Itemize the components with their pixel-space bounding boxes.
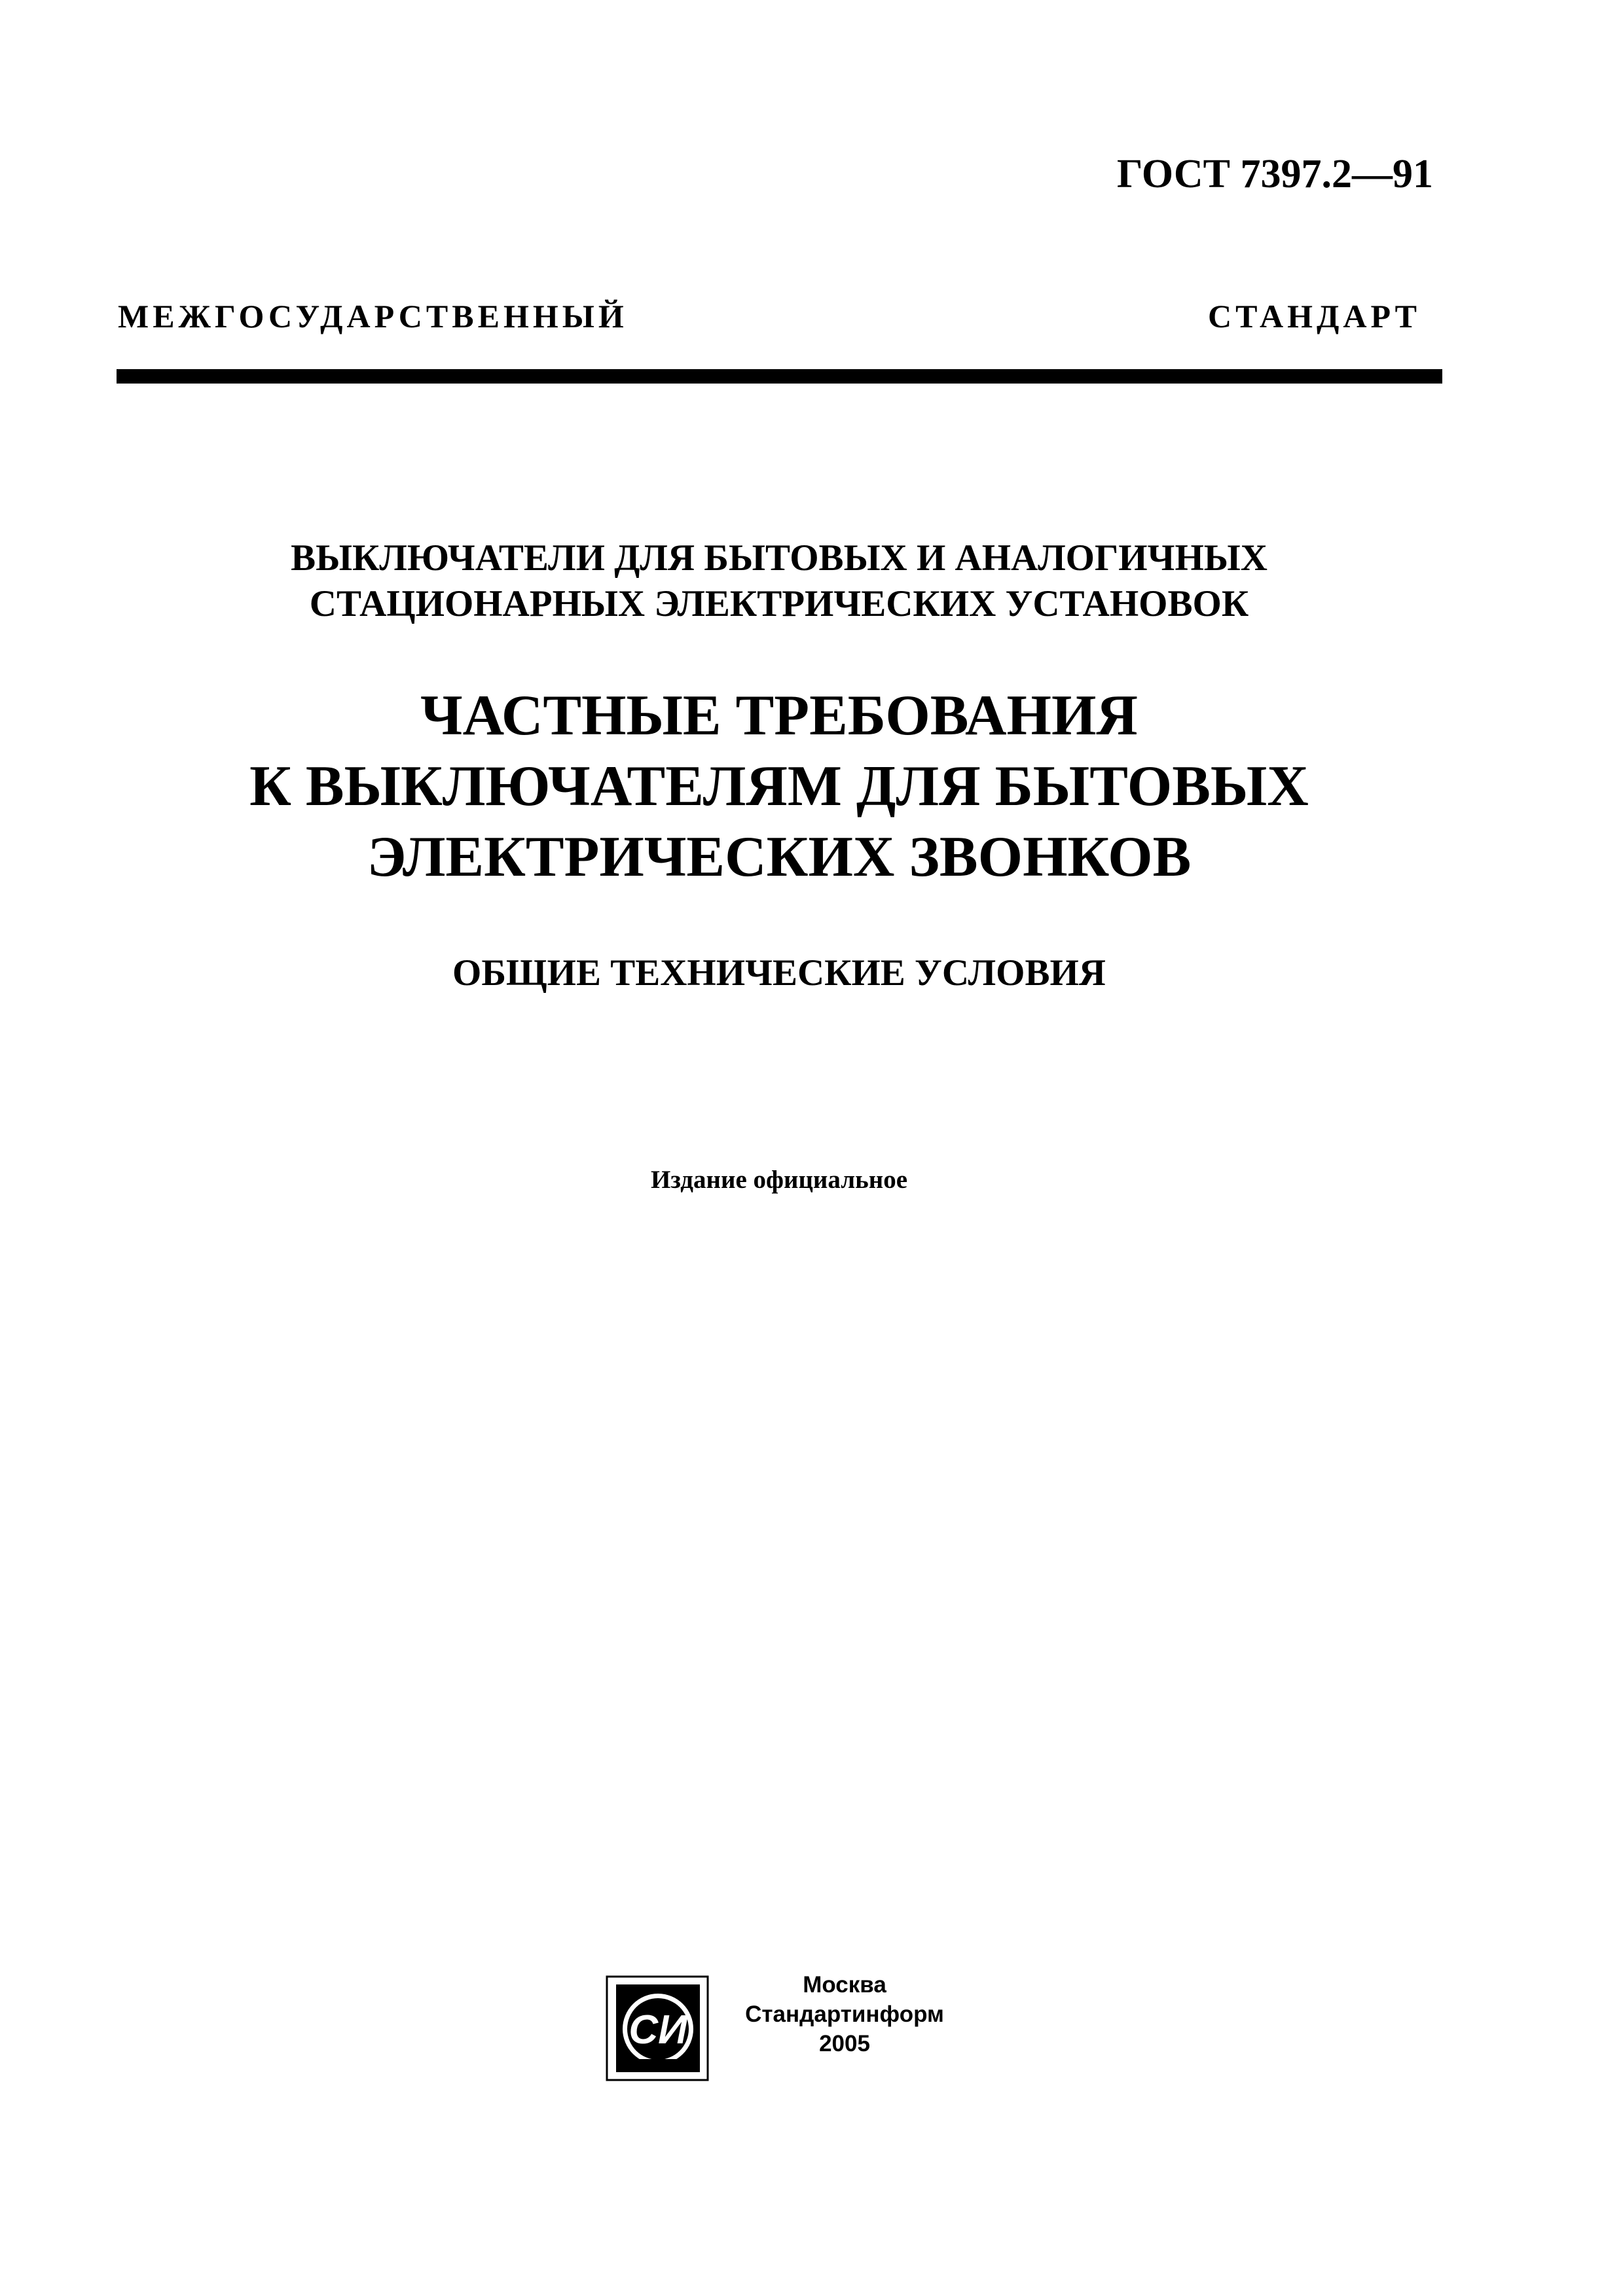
group-title-line-2: СТАЦИОНАРНЫХ ЭЛЕКТРИЧЕСКИХ УСТАНОВОК [309,583,1249,624]
main-title-line-1: ЧАСТНЫЕ ТРЕБОВАНИЯ [420,684,1138,747]
series-label: МЕЖГОСУДАРСТВЕННЫЙ СТАНДАРТ [118,298,1421,334]
main-title-line-2: К ВЫКЛЮЧАТЕЛЯМ ДЛЯ БЫТОВЫХ [249,755,1309,818]
publisher-imprint [714,1970,976,2058]
publication-year: 2005 [819,2031,870,2056]
group-title-line-1: ВЫКЛЮЧАТЕЛИ ДЛЯ БЫТОВЫХ И АНАЛОГИЧНЫХ [291,537,1267,579]
header-rule [117,369,1442,384]
main-title-line-3: ЭЛЕКТРИЧЕСКИХ ЗВОНКОВ [367,825,1192,889]
publisher-logo [606,1975,709,2081]
group-title [118,535,1440,627]
publisher-city: Москва [803,1972,886,1998]
edition-note: Издание официальное [650,1166,908,1194]
subtitle: ОБЩИЕ ТЕХНИЧЕСКИЕ УСЛОВИЯ [452,952,1106,994]
document-number: ГОСТ 7397.2—91 [1116,152,1433,196]
publisher-name: Стандартинформ [745,2001,944,2027]
main-title [118,681,1440,893]
publisher-logo-text: СИ [629,2007,687,2053]
